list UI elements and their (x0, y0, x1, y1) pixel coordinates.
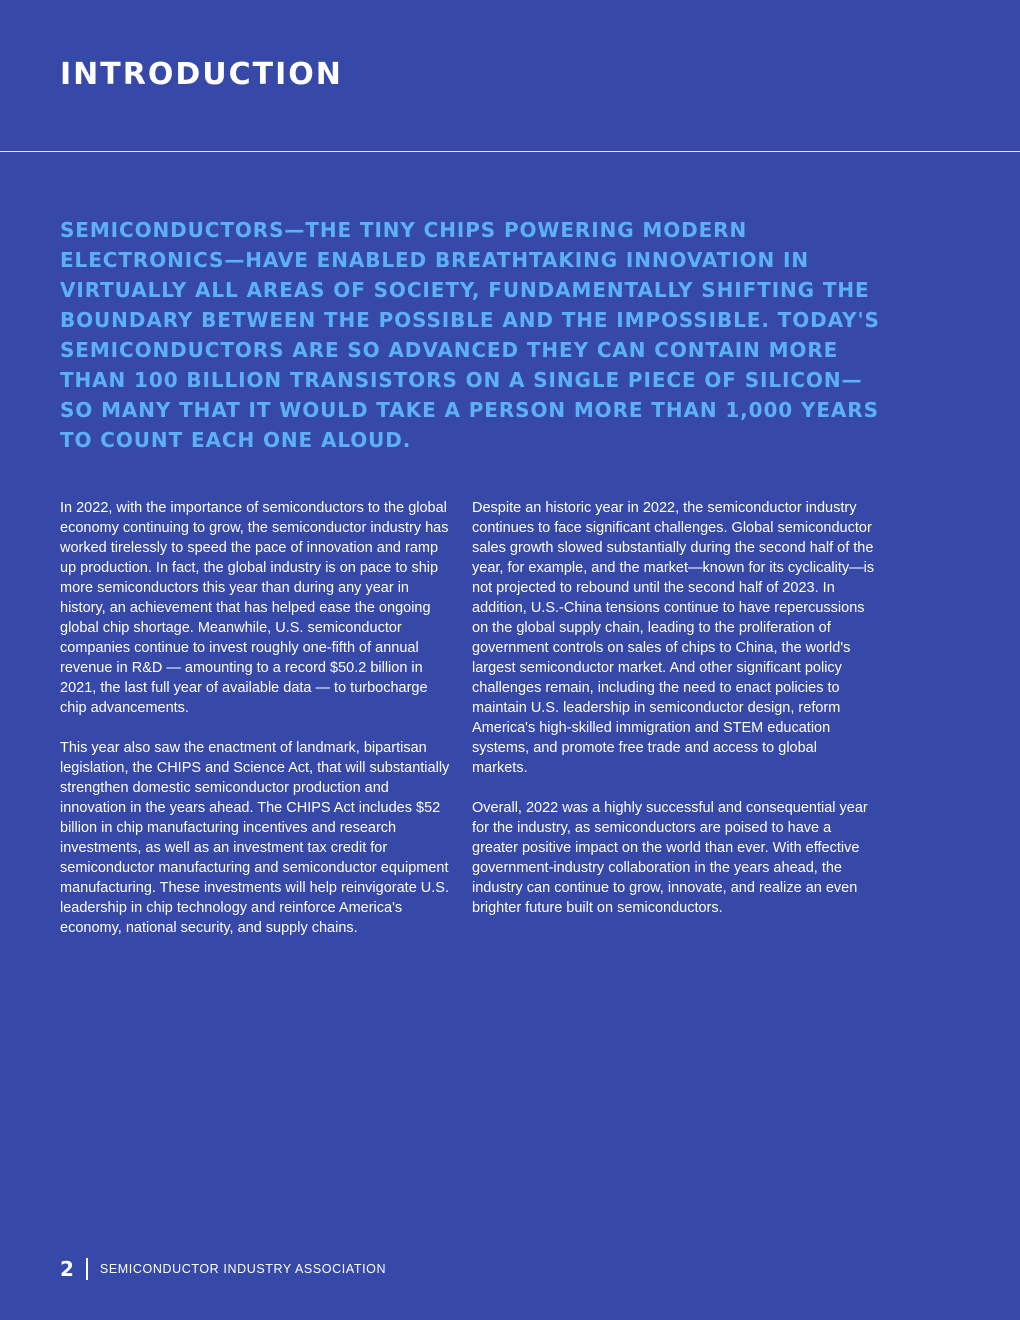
paragraph-challenges: Despite an historic year in 2022, the semiconductor industry continues to face significant challenges. Global semiconductor sales growth slowed substantially during the second half of the year, for example, and the market—known for its cyclicality—is not projected to rebound until the second half of 2023. In addition, U.S.-China tensions continue to have repercussions on the global supply chain, leading to the proliferation of government controls on sales of chips to China, the world's largest semiconductor market. And other significant policy challenges remain, including the need to enact policies to maintain U.S. leadership in semiconductor design, reform America's high-skilled immigration and STEM education systems, and promote free trade and access to global markets. (472, 500, 875, 776)
body-column-left (60, 498, 452, 958)
footer-organization: SEMICONDUCTOR INDUSTRY ASSOCIATION (99, 1262, 387, 1276)
page-number: 2 (60, 1257, 74, 1281)
paragraph-outlook: Overall, 2022 was a highly successful and consequential year for the industry, as semiconductors are poised to have a greater positive impact on the world than ever. With effective government-industry collaboration in the years ahead, the industry can continue to grow, innovate, and realize an even brighter future built on semiconductors. (472, 800, 868, 916)
page-title: INTRODUCTION (60, 57, 343, 92)
page-footer (60, 1256, 386, 1282)
paragraph-rnd-investment: In 2022, with the importance of semiconductors to the global economy continuing to grow, the semiconductor industry has worked tirelessly to speed the pace of innovation and ramp up production. In fact, the global industry is on pace to ship more semiconductors this year than during any year in history, an achievement that has helped ease the ongoing global chip shortage. Meanwhile, U.S. semiconductor companies continue to invest roughly one-fifth of annual revenue in R&D — amounting to a record $50.2 billion in 2021, the last full year of available data — to turbocharge chip advancements. (60, 500, 449, 716)
paragraph-chips-act: This year also saw the enactment of landmark, bipartisan legislation, the CHIPS and Science Act, that will substantially strengthen domestic semiconductor production and innovation in the years ahead. The CHIPS Act includes $52 billion in chip manufacturing incentives and research investments, as well as an investment tax credit for semiconductor manufacturing and semiconductor equipment manufacturing. These investments will help reinvigorate U.S. leadership in chip technology and reinforce America's economy, national security, and supply chains. (60, 740, 450, 936)
footer-divider (86, 1258, 88, 1280)
title-divider (0, 151, 1020, 152)
pull-quote: SEMICONDUCTORS—THE TINY CHIPS POWERING MODERN ELECTRONICS—HAVE ENABLED BREATHTAKING INNOVATION IN VIRTUALLY ALL AREAS OF SOCIETY, FUNDAMENTALLY SHIFTING THE BOUNDARY BETWEEN THE POSSIBLE AND THE IMPOSSIBLE. TODAY'S SEMICONDUCTORS ARE SO ADVANCED THEY CAN CONTAIN MORE THAN 100 BILLION TRANSISTORS ON A SINGLE PIECE OF SILICON—SO MANY THAT IT WOULD TAKE A PERSON MORE THAN 1,000 YEARS TO COUNT EACH ONE ALOUD. (60, 218, 880, 452)
body-column-right (472, 498, 876, 938)
